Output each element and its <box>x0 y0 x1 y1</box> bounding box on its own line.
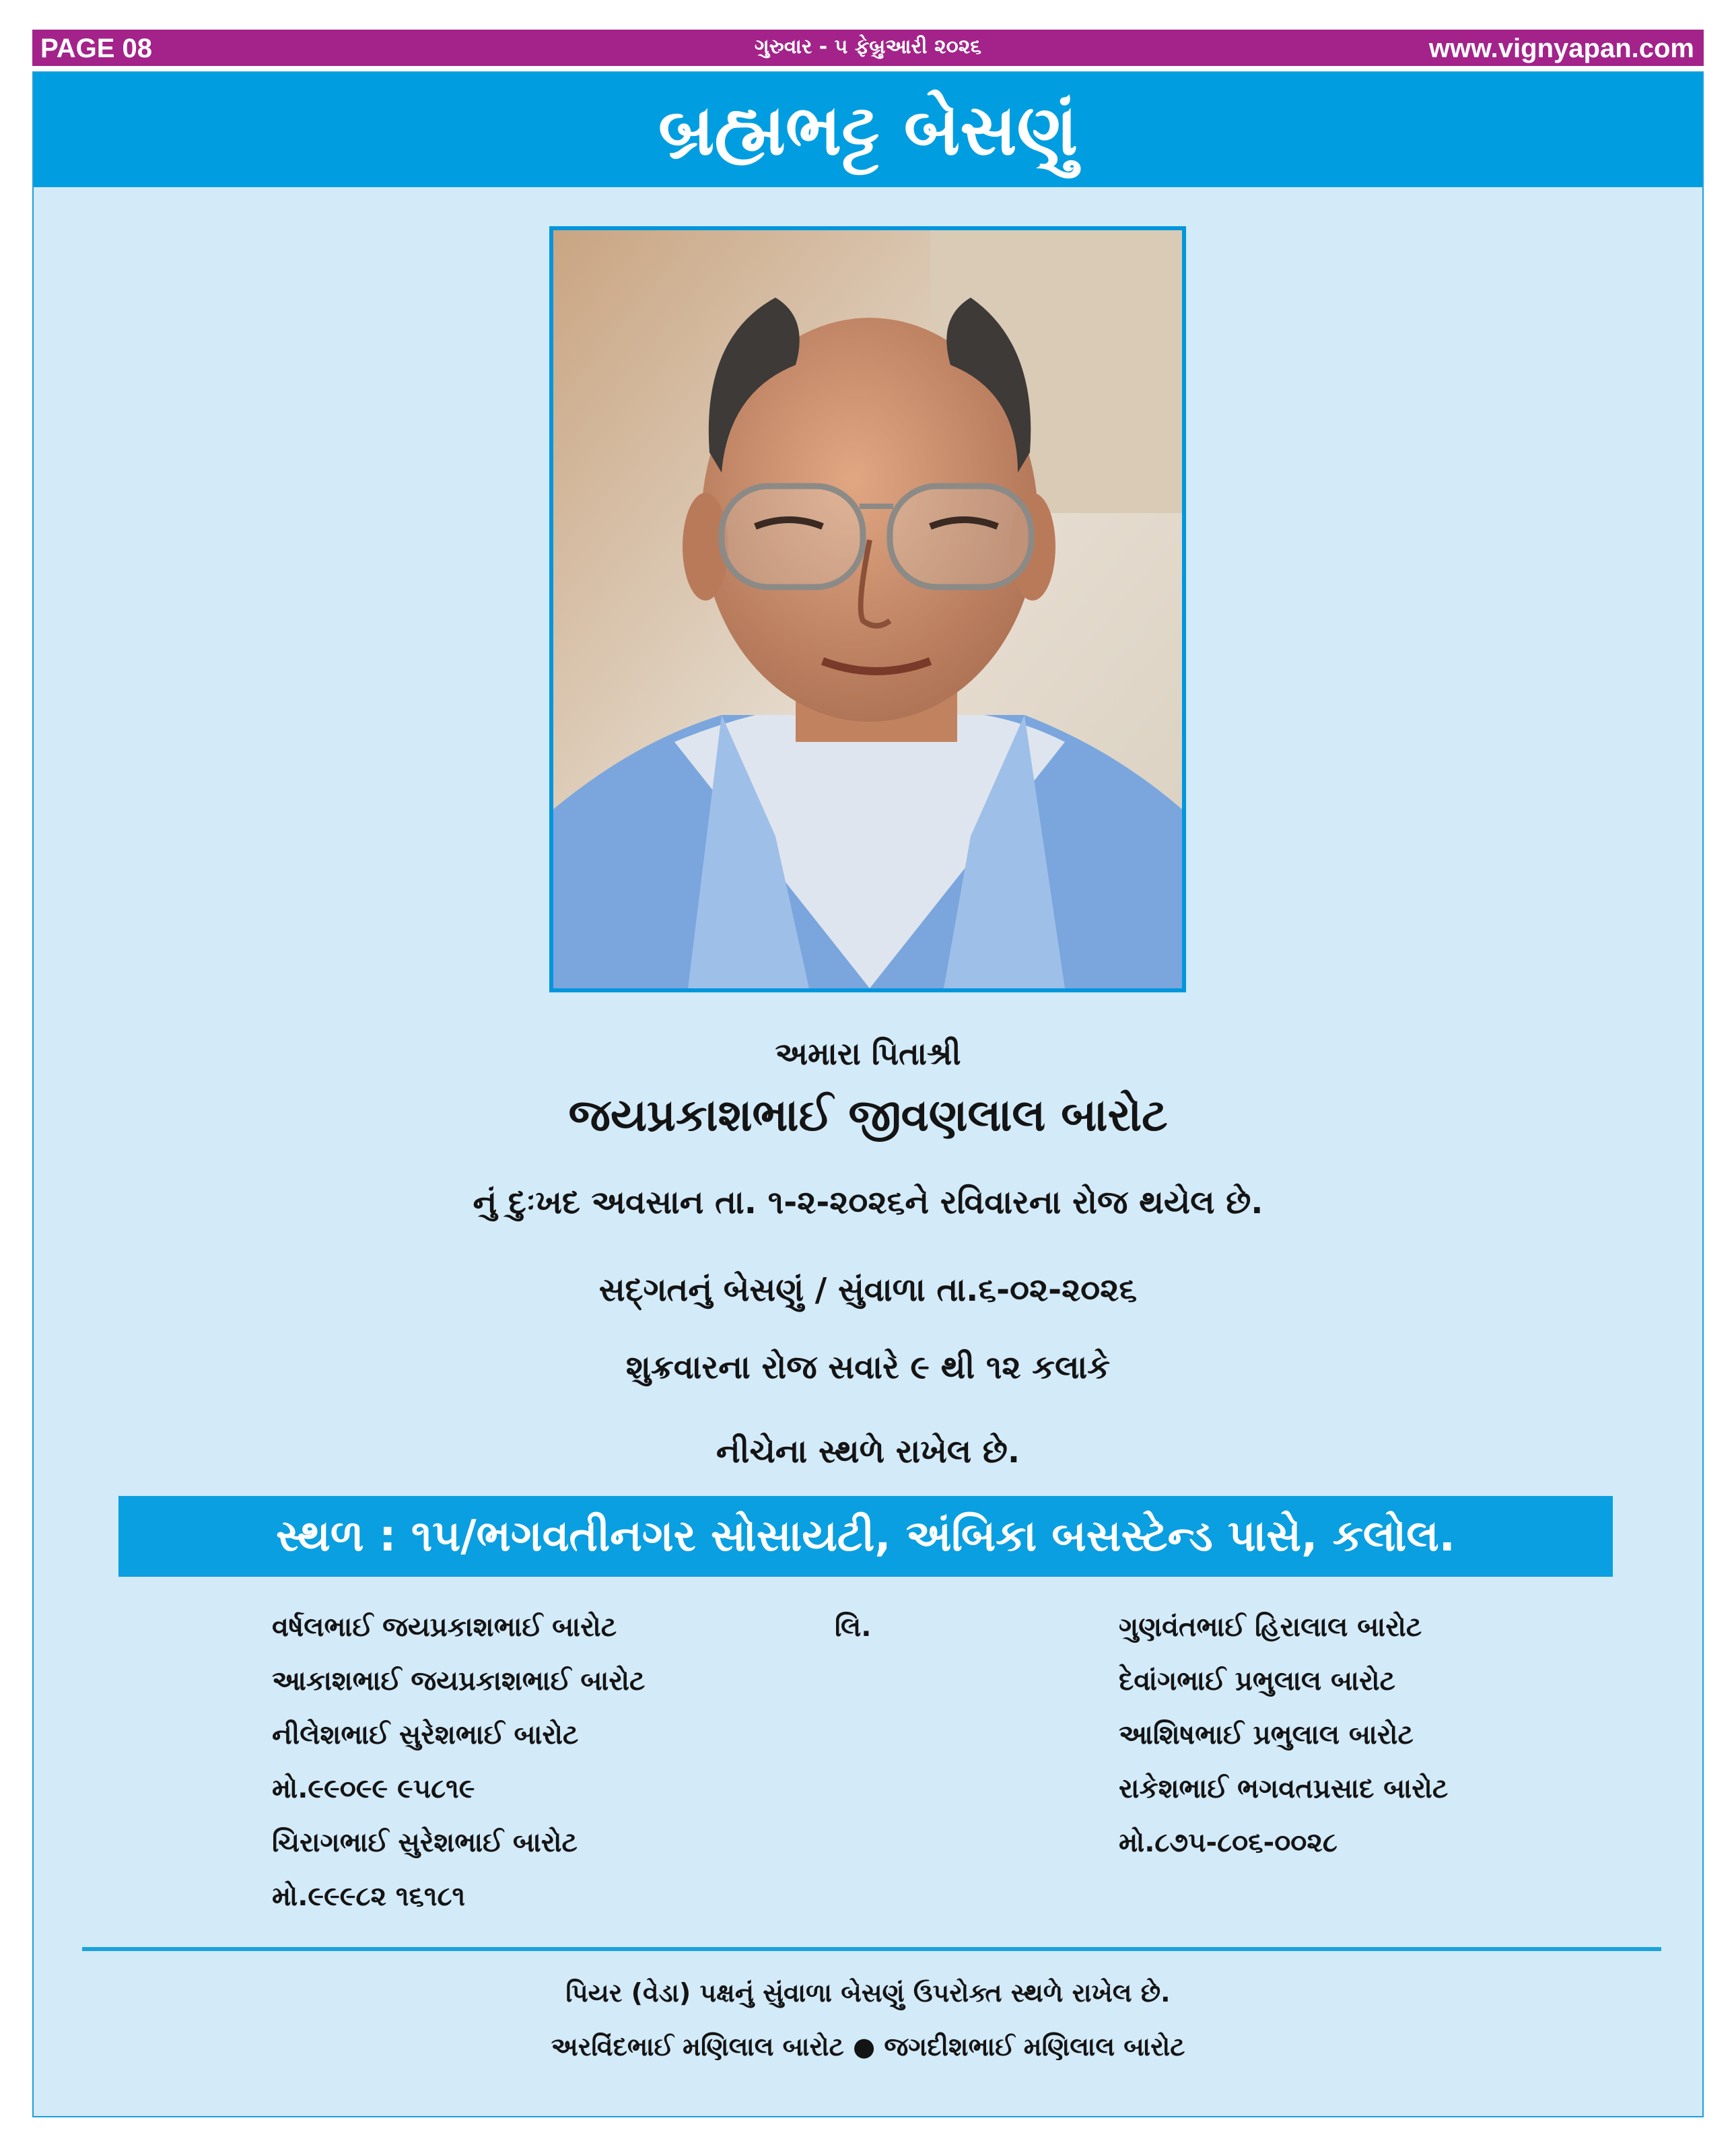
signatory-right-1: ગુણવંતભાઈ હિરાલાલ બારોટ <box>1119 1612 1422 1643</box>
page-number: PAGE 08 <box>40 34 152 63</box>
signatory-left-4: મો.૯૯૦૯૯ ૯૫૮૧૯ <box>272 1773 475 1804</box>
signatories-left <box>272 1610 645 1934</box>
signatory-left-3: નીલેશભાઈ સુરેશભાઈ બારોટ <box>272 1719 579 1750</box>
venue-banner: સ્થળ : ૧૫/ભગવતીનગર સોસાયટી, અંબિકા બસસ્ટેન્ડ પાસે, કલોલ. <box>118 1496 1613 1577</box>
signatory-right-2: દેવાંગભાઈ પ્રભુલાલ બારોટ <box>1119 1666 1395 1697</box>
signatory-left-1: વર્ષલભાઈ જયપ્રકાશભાઈ બારોટ <box>272 1612 617 1643</box>
signatories-right <box>1119 1610 1448 1880</box>
signed-by-label: લિ. <box>835 1612 872 1643</box>
signatory-right-5: મો.૮૭૫-૮૦૬-૦૦૨૮ <box>1119 1827 1338 1858</box>
portrait-photo <box>549 226 1186 992</box>
footer-line-2: અરવિંદભાઈ મણિલાલ બારોટ ● જગદીશભાઈ મણિલાલ બારોટ <box>551 2032 1185 2061</box>
signatory-left-6: મો.૯૯૯૮૨ ૧૬૧૮૧ <box>272 1881 466 1912</box>
portrait-illustration <box>553 230 1182 988</box>
obituary-panel <box>32 71 1704 2117</box>
deceased-name: જયપ્રકાશભાઈ જીવણલાલ બારોટ <box>568 1089 1168 1141</box>
signatories-mid <box>835 1610 871 1664</box>
signatory-left-2: આકાશભાઈ જયપ્રકાશભાઈ બારોટ <box>272 1666 646 1697</box>
footer-line-1: પિયર (વેડા) પક્ષનું સુંવાળા બેસણું ઉપરોક્ત સ્થળે રાખેલ છે. <box>565 1978 1171 2008</box>
notice-line-2: સદ્‌ગતનું બેસણું / સુંવાળા તા.૬-૦૨-૨૦૨૬ <box>598 1271 1138 1309</box>
banner-title: બ્રહ્મભટ્ટ બેસણું <box>34 73 1702 187</box>
notice-line-4: નીચેના સ્થળે રાખેલ છે. <box>716 1433 1020 1470</box>
section-divider <box>82 1947 1661 1951</box>
signatory-right-3: આશિષભાઈ પ્રભુલાલ બારોટ <box>1119 1719 1414 1750</box>
signatory-left-5: ચિરાગભાઈ સુરેશભાઈ બારોટ <box>272 1827 578 1858</box>
top-bar <box>32 30 1704 66</box>
notice-intro: અમારા પિતાશ્રી <box>775 1035 961 1072</box>
website-link[interactable]: www.vignyapan.com <box>1428 34 1694 63</box>
issue-date: ગુરુવાર - ૫ ફેબ્રુઆરી ૨૦૨૬ <box>754 35 982 59</box>
notice-line-3: શુક્રવારના રોજ સવારે ૯ થી ૧૨ કલાકે <box>625 1349 1111 1386</box>
signatory-right-4: રાકેશભાઈ ભગવતપ્રસાદ બારોટ <box>1119 1773 1449 1804</box>
notice-line-1: નું દુઃખદ અવસાન તા. ૧-૨-૨૦૨૬ને રવિવારના રોજ થયેલ છે. <box>473 1184 1263 1221</box>
